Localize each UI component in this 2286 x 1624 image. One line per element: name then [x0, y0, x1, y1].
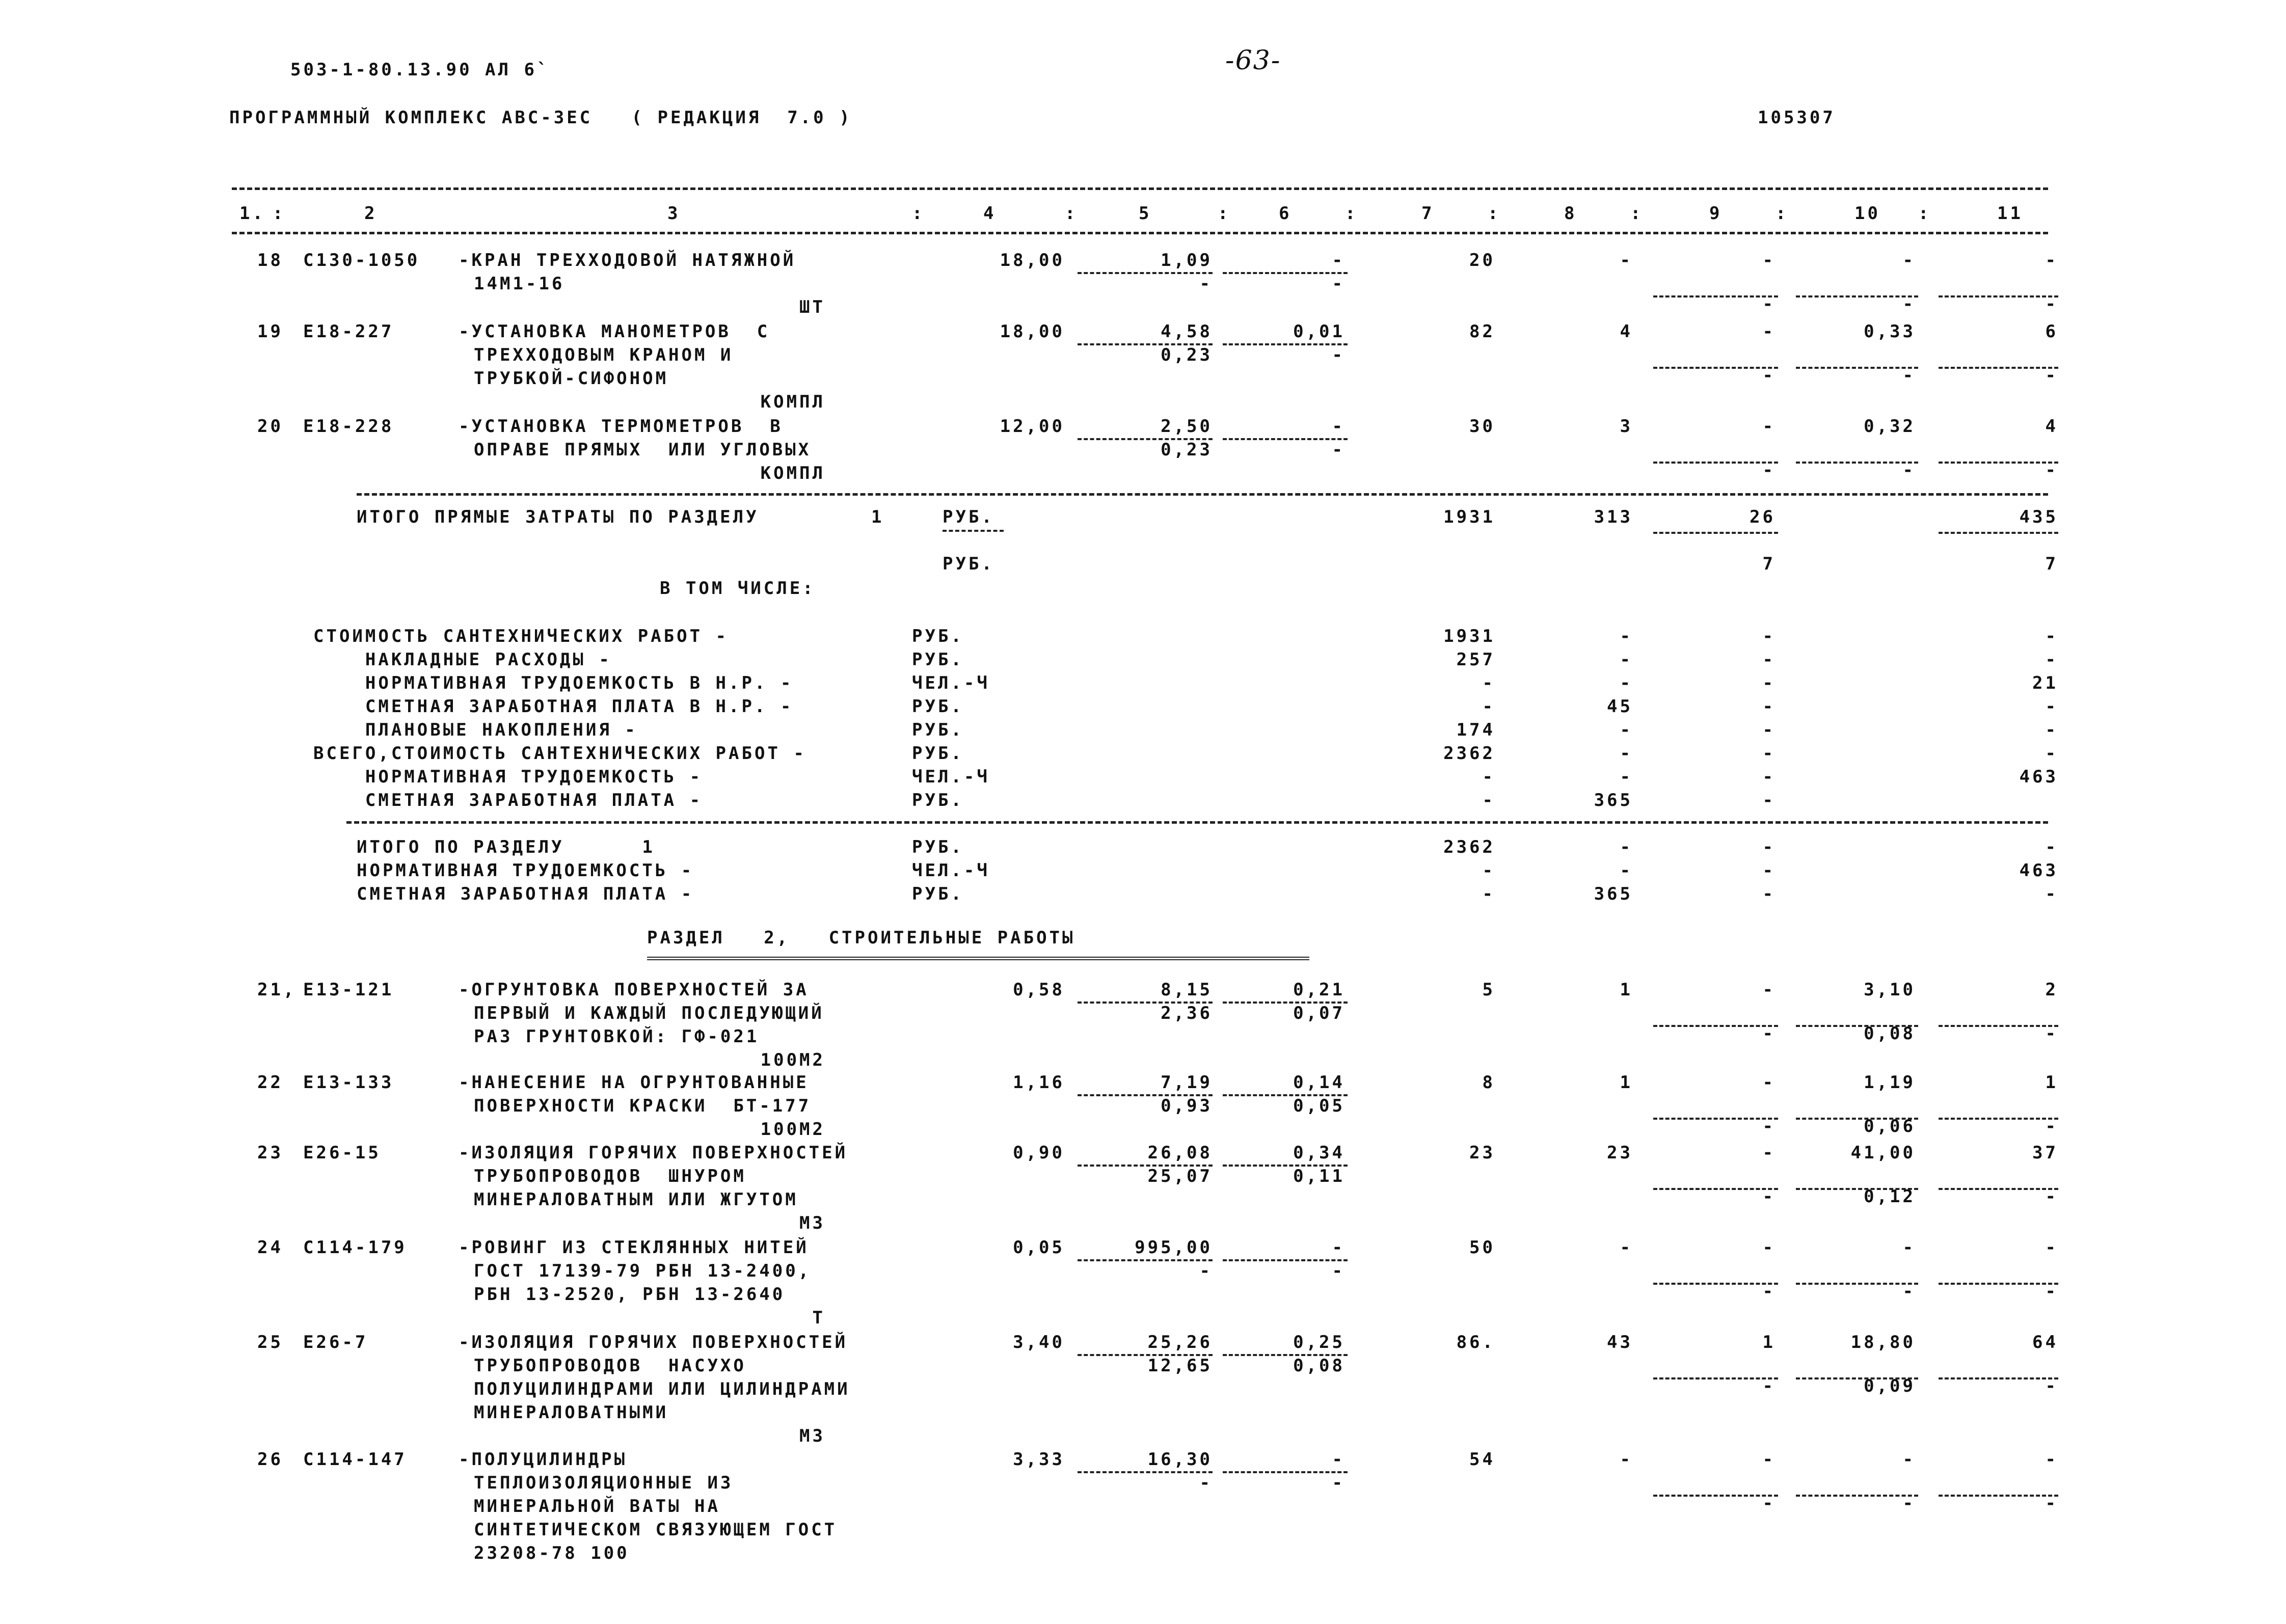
- item-labor: 41,00: [1850, 1143, 1916, 1163]
- breakdown-machines: -: [1762, 767, 1776, 787]
- section-total-machines: -: [1762, 860, 1776, 881]
- breakdown-cost: -: [1482, 790, 1495, 810]
- item-price-wage-machines: -: [1332, 345, 1345, 365]
- item-machines-wage: -: [1762, 1493, 1776, 1513]
- section1-rule: [357, 493, 2048, 496]
- column-separator: :: [1918, 203, 1931, 224]
- item-description-line: ПЕРВЫЙ И КАЖДЫЙ ПОСЛЕДУЮЩИЙ: [474, 1003, 824, 1023]
- item-price-wage-machines: 0,05: [1293, 1096, 1345, 1116]
- total-direct-labor: 435: [2019, 507, 2058, 527]
- item-code: Е18-228: [303, 416, 394, 437]
- item-description-line: РБН 13-2520, РБН 13-2640: [474, 1284, 786, 1305]
- item-quantity: 12,00: [1000, 416, 1065, 437]
- item-machines-wage: -: [1762, 460, 1776, 480]
- item-labor-total: 1: [2045, 1072, 2058, 1093]
- breakdown-unit: ЧЕЛ.-Ч: [912, 673, 990, 693]
- breakdown-cost: 174: [1456, 720, 1495, 740]
- item-unit: КОМПЛ: [760, 463, 825, 483]
- program-title: ПРОГРАММНЫЙ КОМПЛЕКС АВС-ЗЕС ( РЕДАКЦИЯ 7.0 ): [229, 107, 852, 128]
- item-price-total: 2,50: [1161, 416, 1213, 437]
- item-labor-total: 37: [2032, 1143, 2058, 1163]
- breakdown-machines: -: [1762, 673, 1776, 693]
- item-price-wage: 25,07: [1147, 1166, 1213, 1186]
- item-cost-machines: -: [1762, 1072, 1776, 1093]
- item-description-line: ТРЕХХОДОВЫМ КРАНОМ И: [474, 345, 734, 365]
- item-labor-machinists-total: -: [2045, 1493, 2058, 1513]
- breakdown-machines: -: [1762, 720, 1776, 740]
- item-labor-machinists: 0,12: [1864, 1186, 1916, 1207]
- item-cost-wage: -: [1620, 1449, 1633, 1470]
- section2-underline: [647, 957, 1309, 960]
- section2-title: РАЗДЕЛ 2, СТРОИТЕЛЬНЫЕ РАБОТЫ: [647, 928, 1075, 948]
- column-separator: :: [1630, 203, 1644, 224]
- item-number: 23: [257, 1143, 283, 1163]
- column-header-8: 8: [1564, 203, 1577, 224]
- column-separator: :: [1218, 203, 1231, 224]
- item-labor: 18,80: [1850, 1332, 1916, 1352]
- breakdown-unit: РУБ.: [912, 720, 964, 740]
- item-price-total: 4,58: [1161, 321, 1213, 342]
- item-description-line: ТЕПЛОИЗОЛЯЦИОННЫЕ ИЗ: [474, 1473, 734, 1493]
- section-total-label: СМЕТНАЯ ЗАРАБОТНАЯ ПЛАТА -: [357, 884, 694, 904]
- breakdown-label: ПЛАНОВЫЕ НАКОПЛЕНИЯ -: [313, 720, 638, 740]
- item-labor-total: 4: [2045, 416, 2058, 437]
- column-separator: :: [1345, 203, 1358, 224]
- item-labor-machinists: 0,09: [1864, 1376, 1916, 1396]
- breakdown-cost: 257: [1456, 649, 1495, 670]
- section-total-labor: -: [2045, 884, 2058, 904]
- item-description-line: -ОГРУНТОВКА ПОВЕРХНОСТЕЙ ЗА: [459, 980, 809, 1000]
- total-direct-unit: РУБ.: [943, 507, 994, 527]
- item-price-wage-machines: -: [1332, 440, 1345, 460]
- item-labor-total: -: [2045, 1237, 2058, 1258]
- breakdown-label: НОРМАТИВНАЯ ТРУДОЕМКОСТЬ В Н.Р. -: [313, 673, 794, 693]
- item-code: С130-1050: [303, 250, 420, 270]
- section-total-unit: РУБ.: [912, 884, 964, 904]
- item-labor: 0,33: [1864, 321, 1916, 342]
- breakdown-labor: -: [2045, 743, 2058, 764]
- item-labor-total: -: [2045, 1449, 2058, 1470]
- breakdown-wage: -: [1620, 743, 1633, 764]
- doc-number: 105307: [1758, 107, 1836, 128]
- breakdown-labor: -: [2045, 696, 2058, 717]
- item-labor-machinists: 0,08: [1864, 1023, 1916, 1044]
- item-code: С114-147: [303, 1449, 407, 1470]
- item-price-total: 8,15: [1161, 980, 1213, 1000]
- item-price-machines: 0,14: [1293, 1072, 1345, 1093]
- item-price-wage: 0,23: [1161, 440, 1213, 460]
- item-quantity: 3,33: [1013, 1449, 1065, 1470]
- item-price-wage: 0,23: [1161, 345, 1213, 365]
- breakdown-label: СМЕТНАЯ ЗАРАБОТНАЯ ПЛАТА -: [313, 790, 703, 810]
- item-quantity: 0,05: [1013, 1237, 1065, 1258]
- item-unit: ШТ: [799, 297, 825, 317]
- item-cost-machines: -: [1762, 250, 1776, 270]
- section-total-machines: -: [1762, 837, 1776, 857]
- item-number: 19: [257, 321, 283, 342]
- item-machines-wage: -: [1762, 1116, 1776, 1136]
- breakdown-unit: РУБ.: [912, 790, 964, 810]
- item-description-line: МИНЕРАЛОВАТНЫМИ: [474, 1402, 669, 1423]
- breakdown-machines: -: [1762, 743, 1776, 764]
- item-description-line: ТРУБОПРОВОДОВ ШНУРОМ: [474, 1166, 746, 1186]
- item-description-line: -КРАН ТРЕХХОДОВОЙ НАТЯЖНОЙ: [459, 250, 796, 270]
- item-labor: -: [1902, 1449, 1916, 1470]
- section-total-labor: 463: [2019, 860, 2058, 881]
- breakdown-cost: 2362: [1443, 743, 1495, 764]
- item-number: 21,: [257, 980, 297, 1000]
- item-code: Е18-227: [303, 321, 394, 342]
- item-price-total: 25,26: [1147, 1332, 1213, 1352]
- breakdown-wage: -: [1620, 626, 1633, 646]
- item-description-line: СИНТЕТИЧЕСКОМ СВЯЗУЮЩЕМ ГОСТ: [474, 1520, 838, 1540]
- item-labor-total: 6: [2045, 321, 2058, 342]
- section-total-wage: 365: [1594, 884, 1633, 904]
- item-price-machines: 0,21: [1293, 980, 1345, 1000]
- item-labor-machinists-total: -: [2045, 365, 2058, 386]
- item-labor-machinists-total: -: [2045, 460, 2058, 480]
- item-price-wage: 0,93: [1161, 1096, 1213, 1116]
- breakdown-label: ВСЕГО,СТОИМОСТЬ САНТЕХНИЧЕСКИХ РАБОТ -: [313, 743, 806, 764]
- breakdown-labor: 21: [2032, 673, 2058, 693]
- item-cost-total: 50: [1469, 1237, 1495, 1258]
- breakdown-unit: РУБ.: [912, 696, 964, 717]
- item-price-machines: -: [1332, 1449, 1345, 1470]
- breakdown-wage: -: [1620, 649, 1633, 670]
- breakdown-wage: 365: [1594, 790, 1633, 810]
- table-top-rule: [232, 187, 2048, 190]
- item-cost-total: 82: [1469, 321, 1495, 342]
- column-header-10: 10: [1854, 203, 1880, 224]
- item-labor-machinists: -: [1902, 460, 1916, 480]
- item-description-line: -РОВИНГ ИЗ СТЕКЛЯННЫХ НИТЕЙ: [459, 1237, 809, 1258]
- item-unit: М3: [799, 1426, 825, 1446]
- item-cost-total: 8: [1482, 1072, 1495, 1093]
- item-number: 24: [257, 1237, 283, 1258]
- item-quantity: 18,00: [1000, 250, 1065, 270]
- column-separator: :: [273, 203, 286, 224]
- item-cost-machines: -: [1762, 1143, 1776, 1163]
- item-labor-machinists: -: [1902, 1493, 1916, 1513]
- total-direct-cost: 1931: [1443, 507, 1495, 527]
- breakdown-unit: РУБ.: [912, 649, 964, 670]
- item-cost-wage: 43: [1607, 1332, 1633, 1352]
- item-cost-total: 20: [1469, 250, 1495, 270]
- item-machines-wage: -: [1762, 365, 1776, 386]
- total-direct-machines: 26: [1750, 507, 1776, 527]
- item-price-machines: 0,01: [1293, 321, 1345, 342]
- item-code: Е26-15: [303, 1143, 381, 1163]
- item-description-line: ТРУБОПРОВОДОВ НАСУХО: [474, 1356, 746, 1376]
- item-price-machines: -: [1332, 1237, 1345, 1258]
- total-direct-unit-2: РУБ.: [943, 554, 994, 574]
- item-quantity: 1,16: [1013, 1072, 1065, 1093]
- subrow-dash: [1939, 532, 2058, 534]
- item-unit: Т: [812, 1308, 825, 1328]
- section-total-unit: ЧЕЛ.-Ч: [912, 860, 990, 881]
- item-cost-total: 54: [1469, 1449, 1495, 1470]
- column-header-3: 3: [667, 203, 681, 224]
- breakdown-cost: -: [1482, 696, 1495, 717]
- item-number: 20: [257, 416, 283, 437]
- section-total-cost: 2362: [1443, 837, 1495, 857]
- breakdown-labor: -: [2045, 649, 2058, 670]
- unit-dash: [943, 530, 1004, 532]
- breakdown-wage: -: [1620, 720, 1633, 740]
- column-header-5: 5: [1139, 203, 1152, 224]
- item-price-total: 995,00: [1135, 1237, 1213, 1258]
- item-quantity: 0,90: [1013, 1143, 1065, 1163]
- item-code: Е13-133: [303, 1072, 394, 1093]
- breakdown-label: СМЕТНАЯ ЗАРАБОТНАЯ ПЛАТА В Н.Р. -: [313, 696, 794, 717]
- item-labor: -: [1902, 250, 1916, 270]
- column-header-4: 4: [983, 203, 997, 224]
- item-machines-wage: -: [1762, 1186, 1776, 1207]
- item-code: С114-179: [303, 1237, 407, 1258]
- item-price-total: 1,09: [1161, 250, 1213, 270]
- item-description-line: ОПРАВЕ ПРЯМЫХ ИЛИ УГЛОВЫХ: [474, 440, 812, 460]
- section-total-machines: -: [1762, 884, 1776, 904]
- item-description-line: 23208-78 100: [474, 1543, 630, 1563]
- column-header-1: 1.: [239, 203, 265, 224]
- item-description-line: РАЗ ГРУНТОВКОЙ: ГФ-021: [474, 1026, 760, 1047]
- item-price-wage: -: [1199, 274, 1213, 294]
- item-labor-machinists-total: -: [2045, 1116, 2058, 1136]
- item-number: 22: [257, 1072, 283, 1093]
- item-cost-wage: 1: [1620, 1072, 1633, 1093]
- column-header-11: 11: [1997, 203, 2023, 224]
- breakdown-cost: -: [1482, 673, 1495, 693]
- breakdown-machines: -: [1762, 626, 1776, 646]
- section-total-label: НОРМАТИВНАЯ ТРУДОЕМКОСТЬ -: [357, 860, 694, 881]
- item-machines-wage: -: [1762, 294, 1776, 314]
- item-code: Е26-7: [303, 1332, 368, 1352]
- item-number: 25: [257, 1332, 283, 1352]
- breakdown-labor: -: [2045, 720, 2058, 740]
- page-number: -63-: [1225, 45, 1281, 76]
- item-description-line: 14М1-16: [474, 274, 565, 294]
- breakdown-wage: 45: [1607, 696, 1633, 717]
- item-price-wage: 12,65: [1147, 1356, 1213, 1376]
- item-labor-machinists-total: -: [2045, 1186, 2058, 1207]
- including-label: В ТОМ ЧИСЛЕ:: [660, 578, 816, 599]
- item-description-line: -УСТАНОВКА МАНОМЕТРОВ С: [459, 321, 770, 342]
- breakdown-machines: -: [1762, 696, 1776, 717]
- header-bottom-rule: [232, 232, 2048, 234]
- item-price-wage-machines: 0,07: [1293, 1003, 1345, 1023]
- item-unit: КОМПЛ: [760, 392, 825, 412]
- breakdown-labor: 463: [2019, 767, 2058, 787]
- item-price-wage-machines: -: [1332, 1473, 1345, 1493]
- doc-code: 503-1-80.13.90 АЛ 6`: [290, 60, 550, 80]
- breakdown-cost: -: [1482, 767, 1495, 787]
- item-cost-total: 23: [1469, 1143, 1495, 1163]
- item-quantity: 3,40: [1013, 1332, 1065, 1352]
- breakdown-cost: 1931: [1443, 626, 1495, 646]
- breakdown-machines: -: [1762, 790, 1776, 810]
- breakdown-unit: РУБ.: [912, 743, 964, 764]
- item-description-line: -НАНЕСЕНИЕ НА ОГРУНТОВАННЫЕ: [459, 1072, 809, 1093]
- item-number: 26: [257, 1449, 283, 1470]
- item-description-line: ГОСТ 17139-79 РБН 13-2400,: [474, 1261, 812, 1281]
- item-price-wage-machines: -: [1332, 1261, 1345, 1281]
- total-direct-label: ИТОГО ПРЯМЫЕ ЗАТРАТЫ ПО РАЗДЕЛУ: [357, 507, 759, 527]
- item-price-total: 16,30: [1147, 1449, 1213, 1470]
- column-separator: :: [1488, 203, 1501, 224]
- subrow-dash: [1653, 532, 1778, 534]
- column-separator: :: [912, 203, 925, 224]
- item-machines-wage: -: [1762, 1023, 1776, 1044]
- item-labor-machinists: 0,06: [1864, 1116, 1916, 1136]
- item-price-machines: 0,34: [1293, 1143, 1345, 1163]
- item-price-machines: 0,25: [1293, 1332, 1345, 1352]
- section-total-wage: -: [1620, 860, 1633, 881]
- breakdown-wage: -: [1620, 673, 1633, 693]
- item-price-total: 26,08: [1147, 1143, 1213, 1163]
- item-cost-machines: -: [1762, 321, 1776, 342]
- item-unit: 100М2: [760, 1119, 825, 1140]
- item-labor-total: -: [2045, 250, 2058, 270]
- breakdown-label: СТОИМОСТЬ САНТЕХНИЧЕСКИХ РАБОТ -: [313, 626, 729, 646]
- item-description-line: -УСТАНОВКА ТЕРМОМЕТРОВ В: [459, 416, 783, 437]
- item-price-total: 7,19: [1161, 1072, 1213, 1093]
- item-cost-total: 5: [1482, 980, 1495, 1000]
- item-price-wage-machines: 0,08: [1293, 1356, 1345, 1376]
- item-cost-machines: 1: [1762, 1332, 1776, 1352]
- item-unit: М3: [799, 1213, 825, 1233]
- item-price-wage-machines: -: [1332, 274, 1345, 294]
- section-total-cost: -: [1482, 884, 1495, 904]
- item-labor-machinists-total: -: [2045, 294, 2058, 314]
- item-cost-machines: -: [1762, 980, 1776, 1000]
- section-total-wage: -: [1620, 837, 1633, 857]
- item-price-wage: -: [1199, 1261, 1213, 1281]
- item-labor: 0,32: [1864, 416, 1916, 437]
- item-labor-machinists-total: -: [2045, 1376, 2058, 1396]
- column-separator: :: [1065, 203, 1078, 224]
- item-labor: 1,19: [1864, 1072, 1916, 1093]
- section-total-rule: [346, 821, 2048, 824]
- item-labor-total: 64: [2032, 1332, 2058, 1352]
- item-labor-machinists: -: [1902, 365, 1916, 386]
- item-description-line: МИНЕРАЛЬНОЙ ВАТЫ НА: [474, 1496, 720, 1517]
- item-quantity: 18,00: [1000, 321, 1065, 342]
- item-code: Е13-121: [303, 980, 394, 1000]
- breakdown-unit: ЧЕЛ.-Ч: [912, 767, 990, 787]
- item-description-line: -ИЗОЛЯЦИЯ ГОРЯЧИХ ПОВЕРХНОСТЕЙ: [459, 1332, 848, 1352]
- column-header-7: 7: [1421, 203, 1435, 224]
- item-number: 18: [257, 250, 283, 270]
- item-description-line: ПОВЕРХНОСТИ КРАСКИ БТ-177: [474, 1096, 812, 1116]
- total-direct-section: 1: [871, 507, 884, 527]
- item-cost-wage: 3: [1620, 416, 1633, 437]
- breakdown-label: НАКЛАДНЫЕ РАСХОДЫ -: [313, 649, 612, 670]
- item-price-wage: 2,36: [1161, 1003, 1213, 1023]
- column-header-2: 2: [364, 203, 378, 224]
- item-description-line: ПОЛУЦИЛИНДРАМИ ИЛИ ЦИЛИНДРАМИ: [474, 1379, 850, 1399]
- item-cost-total: 86.: [1456, 1332, 1495, 1352]
- section-total-unit: РУБ.: [912, 837, 964, 857]
- item-description-line: МИНЕРАЛОВАТНЫМ ИЛИ ЖГУТОМ: [474, 1189, 798, 1210]
- total-direct-machines-wage: 7: [1762, 554, 1776, 574]
- item-price-machines: -: [1332, 416, 1345, 437]
- item-cost-machines: -: [1762, 416, 1776, 437]
- breakdown-wage: -: [1620, 767, 1633, 787]
- item-labor-machinists-total: -: [2045, 1023, 2058, 1044]
- column-header-9: 9: [1709, 203, 1723, 224]
- item-description-line: -ПОЛУЦИЛИНДРЫ: [459, 1449, 628, 1470]
- item-price-machines: -: [1332, 250, 1345, 270]
- item-cost-wage: -: [1620, 250, 1633, 270]
- section-total-cost: -: [1482, 860, 1495, 881]
- section-total-label: ИТОГО ПО РАЗДЕЛУ 1: [357, 837, 655, 857]
- item-labor: 3,10: [1864, 980, 1916, 1000]
- item-labor: -: [1902, 1237, 1916, 1258]
- item-cost-machines: -: [1762, 1237, 1776, 1258]
- section-total-labor: -: [2045, 837, 2058, 857]
- item-labor-machinists: -: [1902, 294, 1916, 314]
- item-labor-machinists-total: -: [2045, 1281, 2058, 1302]
- item-labor-total: 2: [2045, 980, 2058, 1000]
- item-cost-machines: -: [1762, 1449, 1776, 1470]
- column-separator: :: [1776, 203, 1789, 224]
- column-header-6: 6: [1279, 203, 1292, 224]
- breakdown-unit: РУБ.: [912, 626, 964, 646]
- item-price-wage: -: [1199, 1473, 1213, 1493]
- item-price-wage-machines: 0,11: [1293, 1166, 1345, 1186]
- item-cost-wage: -: [1620, 1237, 1633, 1258]
- total-direct-wage: 313: [1594, 507, 1633, 527]
- breakdown-label: НОРМАТИВНАЯ ТРУДОЕМКОСТЬ -: [313, 767, 703, 787]
- item-cost-wage: 1: [1620, 980, 1633, 1000]
- item-cost-total: 30: [1469, 416, 1495, 437]
- item-cost-wage: 4: [1620, 321, 1633, 342]
- item-quantity: 0,58: [1013, 980, 1065, 1000]
- item-cost-wage: 23: [1607, 1143, 1633, 1163]
- item-labor-machinists: -: [1902, 1281, 1916, 1302]
- item-unit: 100М2: [760, 1050, 825, 1070]
- item-machines-wage: -: [1762, 1281, 1776, 1302]
- item-machines-wage: -: [1762, 1376, 1776, 1396]
- item-description-line: ТРУБКОЙ-СИФОНОМ: [474, 368, 669, 389]
- breakdown-labor: -: [2045, 626, 2058, 646]
- total-direct-labor-machinists: 7: [2045, 554, 2058, 574]
- breakdown-machines: -: [1762, 649, 1776, 670]
- item-description-line: -ИЗОЛЯЦИЯ ГОРЯЧИХ ПОВЕРХНОСТЕЙ: [459, 1143, 848, 1163]
